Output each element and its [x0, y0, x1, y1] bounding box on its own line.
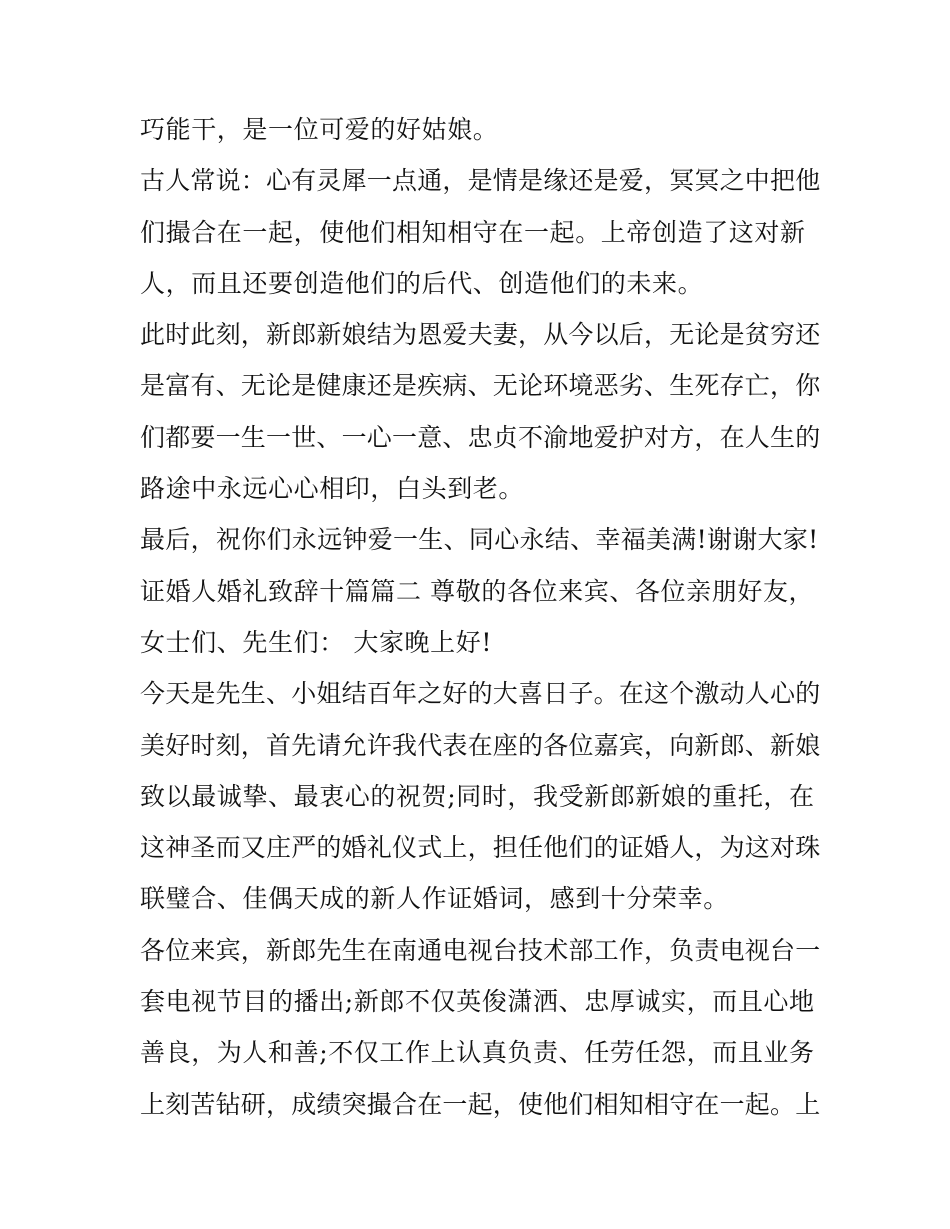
text-line: 上刻苦钻研，成绩突撮合在一起，使他们相知相守在一起。上	[140, 1089, 821, 1119]
text-line: 是富有、无论是健康还是疾病、无论环境恶劣、生死存亡，你	[140, 371, 821, 401]
text-line: 善良，为人和善;不仅工作上认真负责、任劳任怨，而且业务	[140, 1038, 815, 1068]
text-line: 们撮合在一起，使他们相知相守在一起。上帝创造了这对新	[140, 217, 806, 247]
text-line: 美好时刻，首先请允许我代表在座的各位嘉宾，向新郎、新娘	[140, 730, 821, 760]
text-line: 古人常说：心有灵犀一点通，是情是缘还是爱，冥冥之中把他	[140, 166, 821, 196]
text-line: 路途中永远心心相印，白头到老。	[140, 474, 525, 504]
text-line: 们都要一生一世、一心一意、忠贞不渝地爱护对方，在人生的	[140, 422, 821, 452]
text-line: 最后，祝你们永远钟爱一生、同心永结、幸福美满!谢谢大家!	[140, 525, 819, 555]
text-line: 人，而且还要创造他们的后代、创造他们的未来。	[140, 268, 704, 298]
document-body	[140, 104, 820, 1130]
text-line: 女士们、先生们： 大家晚上好!	[140, 627, 492, 657]
text-line: 联璧合、佳偶天成的新人作证婚词，感到十分荣幸。	[140, 884, 729, 914]
text-line: 这神圣而又庄严的婚礼仪式上，担任他们的证婚人，为这对珠	[140, 833, 821, 863]
text-line: 巧能干，是一位可爱的好姑娘。	[140, 115, 499, 144]
text-line: 套电视节目的播出;新郎不仅英俊潇洒、忠厚诚实，而且心地	[140, 987, 815, 1017]
text-line: 证婚人婚礼致辞十篇篇二 尊敬的各位来宾、各位亲朋好友，	[140, 576, 815, 606]
text-line: 各位来宾，新郎先生在南通电视台技术部工作，负责电视台一	[140, 935, 821, 965]
text-line: 此时此刻，新郎新娘结为恩爱夫妻，从今以后，无论是贫穷还	[140, 320, 821, 350]
text-line: 致以最诚挚、最衷心的祝贺;同时，我受新郎新娘的重托，在	[140, 781, 815, 811]
text-line: 今天是先生、小姐结百年之好的大喜日子。在这个激动人心的	[140, 679, 821, 709]
